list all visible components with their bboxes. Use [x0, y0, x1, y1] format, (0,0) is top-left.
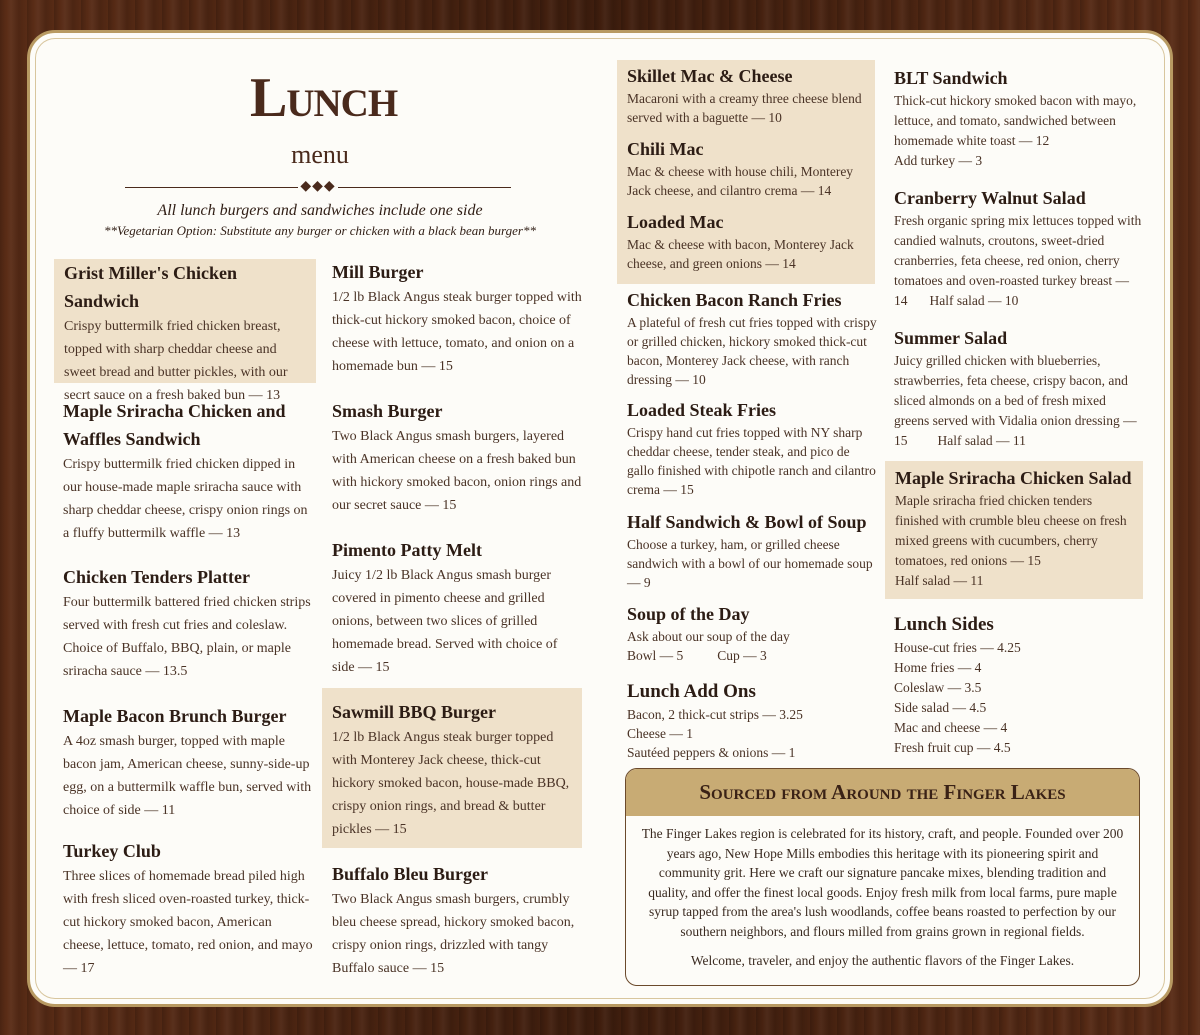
menu-item-desc: Juicy grilled chicken with blueberries, strawberries, feta cheese, crispy bacon, and sliced almonds on a bed of fresh mixed greens served with Vidalia onion dressing — 15 Half salad — 11 — [894, 353, 1137, 448]
menu-item-desc: Mac & cheese with house chili, Monterey Jack cheese, and cilantro crema — 14 — [627, 164, 854, 198]
side-item: House-cut fries — 4.25 — [894, 640, 1021, 655]
half-salad-price: Half salad — 10 — [929, 293, 1019, 308]
menu-item-name: Summer Salad — [894, 328, 1008, 348]
side-item: Mac and cheese — 4 — [894, 720, 1008, 735]
menu-item — [894, 185, 1144, 311]
menu-item-name: Soup of the Day — [627, 604, 750, 624]
addon-item: Sautéed peppers & onions — 1 — [627, 745, 796, 760]
menu-item-name: Maple Sriracha Chicken Salad — [895, 468, 1132, 488]
half-salad-price: Half salad — 11 — [937, 433, 1026, 448]
menu-item-name: BLT Sandwich — [894, 68, 1008, 88]
menu-item-desc: Choose a turkey, ham, or grilled cheese sandwich with a bowl of our homemade soup — 9 — [627, 537, 873, 590]
sides-section — [894, 612, 1144, 758]
diamond-ornament-icon: ◆◆◆ — [298, 178, 338, 196]
menu-item-desc: Maple sriracha fried chicken tenders finished with crumble bleu cheese on fresh mixed greens with cucumbers, cherry tomatoes, red onions — 15 — [895, 493, 1127, 568]
menu-item-name: Turkey Club — [63, 841, 161, 861]
menu-item — [627, 397, 877, 499]
side-item: Coleslaw — 3.5 — [894, 680, 982, 695]
menu-item — [885, 461, 1143, 599]
menu-item-name: Skillet Mac & Cheese — [627, 66, 793, 86]
menu-item — [63, 837, 313, 980]
sourced-box — [625, 768, 1140, 986]
menu-item-name: Maple Bacon Brunch Burger — [63, 706, 287, 726]
menu-item-name: Grist Miller's Chicken Sandwich — [64, 263, 237, 311]
menu-item-desc: Thick-cut hickory smoked bacon with mayo, lettuce, and tomato, sandwiched between homemade white toast — 12 — [894, 93, 1137, 148]
soup-cup-price: Cup — 3 — [717, 648, 767, 663]
menu-item-name: Chicken Bacon Ranch Fries — [627, 290, 842, 310]
addons-title: Lunch Add Ons — [627, 681, 756, 702]
menu-subtitle: menu — [291, 140, 349, 169]
menu-item-desc: Two Black Angus smash burgers, layered with American cheese on a fresh baked bun with hickory smoked bacon, onion rings and our secret sauce — 15 — [332, 429, 582, 513]
menu-item-desc: A plateful of fresh cut fries topped with crispy or grilled chicken, hickory smoked thick-cut bacon, Monterey Jack cheese, with ranch dressing — 10 — [627, 315, 877, 387]
menu-item — [894, 325, 1144, 451]
menu-item-desc: Fresh organic spring mix lettuces topped with candied walnuts, croutons, sweet-dried cranberries, feta cheese, red onion, cherry tomatoes and oven-roasted turkey breast — 14 Half salad — 10 — [894, 213, 1142, 308]
side-item: Home fries — 4 — [894, 660, 982, 675]
vegetarian-note: **Vegetarian Option: Substitute any burger or chicken with a black bean burger** — [104, 223, 536, 238]
menu-item — [63, 397, 313, 545]
menu-item-extra: Half salad — 11 — [895, 573, 984, 588]
menu-item-name: Chicken Tenders Platter — [63, 567, 250, 587]
menu-item-name: Cranberry Walnut Salad — [894, 188, 1086, 208]
menu-item-name: Half Sandwich & Bowl of Soup — [627, 512, 867, 532]
menu-item-name: Maple Sriracha Chicken and Waffles Sandwich — [63, 401, 286, 449]
menu-item — [63, 702, 313, 822]
soup-bowl-price: Bowl — 5 — [627, 648, 684, 663]
soup-prices — [627, 646, 877, 665]
menu-item-name: Chili Mac — [627, 139, 704, 159]
menu-item — [627, 509, 877, 592]
menu-item-name: Loaded Steak Fries — [627, 400, 777, 420]
side-note: All lunch burgers and sandwiches include one side — [157, 202, 483, 219]
menu-item-desc: Crispy buttermilk fried chicken dipped in our house-made maple sriracha sauce with sharp cheddar cheese, crispy onion rings on a fluffy buttermilk waffle — 13 — [63, 457, 308, 541]
menu-item-name: Mill Burger — [332, 262, 424, 282]
addons-section — [627, 679, 877, 762]
menu-title: Lunch — [250, 67, 398, 129]
menu-item-desc: Two Black Angus smash burgers, crumbly bleu cheese spread, hickory smoked bacon, crispy onion rings, drizzled with tangy Buffalo sauce — 15 — [332, 892, 575, 976]
mac-group — [617, 60, 875, 284]
menu-item-desc: Macaroni with a creamy three cheese blend served with a baguette — 10 — [627, 91, 862, 125]
addon-item: Cheese — 1 — [627, 726, 693, 741]
menu-item — [63, 563, 313, 683]
menu-item — [332, 860, 582, 980]
menu-item — [322, 688, 582, 848]
menu-item-desc: 1/2 lb Black Angus steak burger topped with Monterey Jack cheese, thick-cut hickory smoked bacon, house-made BBQ, crispy onion rings, and bread & butter pickles — 15 — [332, 730, 570, 837]
menu-item — [332, 397, 582, 517]
menu-item-desc: Ask about our soup of the day — [627, 629, 790, 644]
sides-title: Lunch Sides — [894, 614, 994, 635]
side-item: Fresh fruit cup — 4.5 — [894, 740, 1011, 755]
menu-item-desc: A 4oz smash burger, topped with maple bacon jam, American cheese, sunny-side-up egg, on a buttermilk waffle bun, served with choice of side — 11 — [63, 734, 312, 818]
addon-item: Bacon, 2 thick-cut strips — 3.25 — [627, 707, 803, 722]
menu-item-name: Buffalo Bleu Burger — [332, 864, 488, 884]
menu-item-desc: 1/2 lb Black Angus steak burger topped with thick-cut hickory smoked bacon, choice of cheese with lettuce, tomato, and onion on a homemade bun — 15 — [332, 290, 582, 374]
sourced-title: Sourced from Around the Finger Lakes — [626, 769, 1139, 816]
menu-item-desc: Juicy 1/2 lb Black Angus smash burger covered in pimento cheese and grilled onions, between two slices of grilled homemade bread. Served with choice of side — 15 — [332, 568, 558, 675]
side-item: Side salad — 4.5 — [894, 700, 987, 715]
menu-item-name: Loaded Mac — [627, 212, 724, 232]
menu-item-extra: Add turkey — 3 — [894, 153, 983, 168]
menu-item — [627, 287, 877, 389]
menu-item-name: Pimento Patty Melt — [332, 540, 482, 560]
menu-item — [627, 601, 877, 665]
menu-item-desc: Three slices of homemade bread piled high with fresh sliced oven-roasted turkey, thick-cut hickory smoked bacon, American cheese, lettuce, tomato, red onion, and mayo — 17 — [63, 869, 313, 976]
menu-item-desc: Crispy hand cut fries topped with NY sharp cheddar cheese, tender steak, and pico de gallo finished with chipotle ranch and cilantro crema — 15 — [627, 425, 876, 497]
menu-item — [332, 258, 582, 378]
sourced-welcome: Welcome, traveler, and enjoy the authentic flavors of the Finger Lakes. — [690, 953, 1075, 968]
menu-item — [54, 259, 316, 403]
menu-item-name: Sawmill BBQ Burger — [332, 702, 497, 722]
menu-item — [894, 65, 1144, 171]
menu-item-desc: Four buttermilk battered fried chicken strips served with fresh cut fries and coleslaw. Choice of Buffalo, BBQ, plain, or maple sriracha sauce — 13.5 — [63, 595, 311, 679]
menu-item-name: Smash Burger — [332, 401, 443, 421]
menu-item-desc: Mac & cheese with bacon, Monterey Jack cheese, and green onions — 14 — [627, 237, 854, 271]
menu-item-desc: Crispy buttermilk fried chicken breast, topped with sharp cheddar cheese and sweet bread and butter pickles, with our secrt sauce on a fresh baked bun — 13 — [64, 319, 288, 403]
menu-item — [332, 536, 582, 679]
sourced-body: The Finger Lakes region is celebrated for its history, craft, and people. Founded over 200 years ago, New Hope Mills embodies this heritage with its pioneering spirit and community grit. Here we craft our signature pancake mixes, blending tradition and quality, and offer the finest local goods. Enjoy fresh milk from local farms, pure maple syrup tapped from the area's lush woodlands, coffee beans roasted to perfection by our southern neighbors, and flours milled from grains grown in regional fields. — [641, 826, 1124, 939]
